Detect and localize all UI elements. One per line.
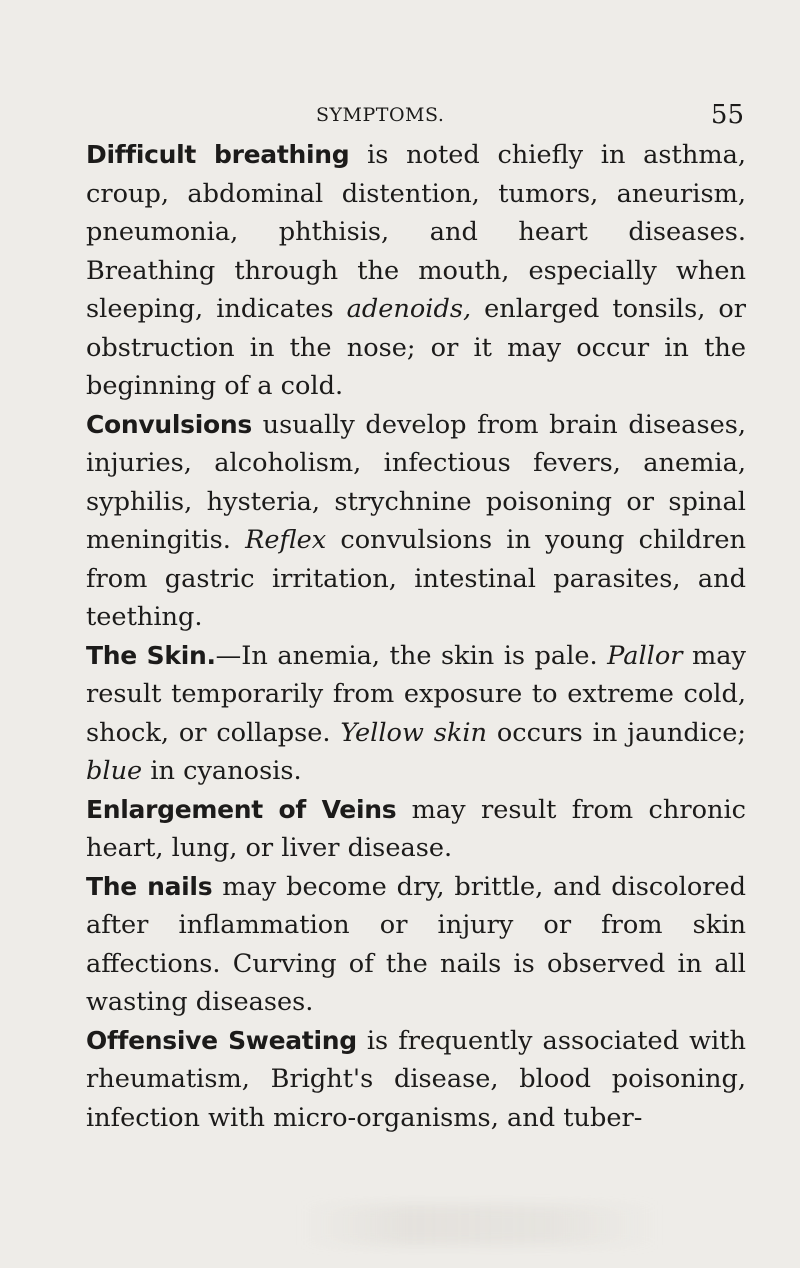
show-through-smudge [300,1205,660,1245]
paragraph-lead: The Skin. [86,640,216,670]
running-head [86,100,744,134]
paragraph-convulsions [86,406,746,637]
paragraph-text: is noted chiefly in asthma, croup, abdominal distention, tumors, aneurism, pneumonia, phthisis, and heart diseases. Breathing through the mouth, especially when sleeping, indicates [86,140,746,324]
paragraph-text: is frequently associated with rheumatism, Bright's disease, blood poisoning, infection with micro-organisms, and tuber- [86,1025,746,1133]
paragraph-difficult-breathing [86,136,746,406]
paragraph-text: usually develop from brain diseases, injuries, alcoholism, infectious fevers, anemia, syphilis, hysteria, strychnine poisoning or spinal meningitis. [86,409,746,555]
italic-term: Yellow skin [340,717,488,748]
paragraph-lead: The nails [86,871,213,901]
paragraph-text: may result from chronic heart, lung, or liver disease. [86,794,746,863]
running-title: SYMPTOMS. [316,104,445,126]
paragraph-text: may become dry, brittle, and discolored after inflammation or injury or from skin affections. Curving of the nails is observed in all wasting diseases. [86,871,746,1017]
paragraph-lead: Offensive Sweating [86,1025,357,1055]
paragraph-text: enlarged tonsils, or obstruction in the nose; or it may occur in the beginning of a cold. [86,294,746,401]
body-text [86,136,746,1137]
paragraph-lead: Convulsions [86,409,252,439]
paragraph-enlargement-of-veins [86,791,746,868]
paragraph-the-nails [86,868,746,1022]
paragraph-text: may result temporarily from exposure to extreme cold, shock, or collapse. [86,640,746,748]
italic-term: blue [86,756,143,786]
italic-term: adenoids, [346,294,472,324]
paragraph-the-skin [86,637,746,791]
italic-term: Pallor [607,640,683,671]
paragraph-text: occurs in jaundice; [487,717,746,748]
paragraph-text: in cyanosis. [142,756,302,786]
paragraph-lead: Difficult breathing [86,140,350,169]
paragraph-offensive-sweating [86,1022,746,1138]
paragraph-text: convulsions in young children from gastric irritation, intestinal parasites, and teething. [86,525,747,632]
italic-term: Reflex [245,525,327,555]
page-number: 55 [710,100,744,130]
paragraph-text: —In anemia, the skin is pale. [215,640,608,671]
paragraph-lead: Enlargement of Veins [86,794,397,824]
